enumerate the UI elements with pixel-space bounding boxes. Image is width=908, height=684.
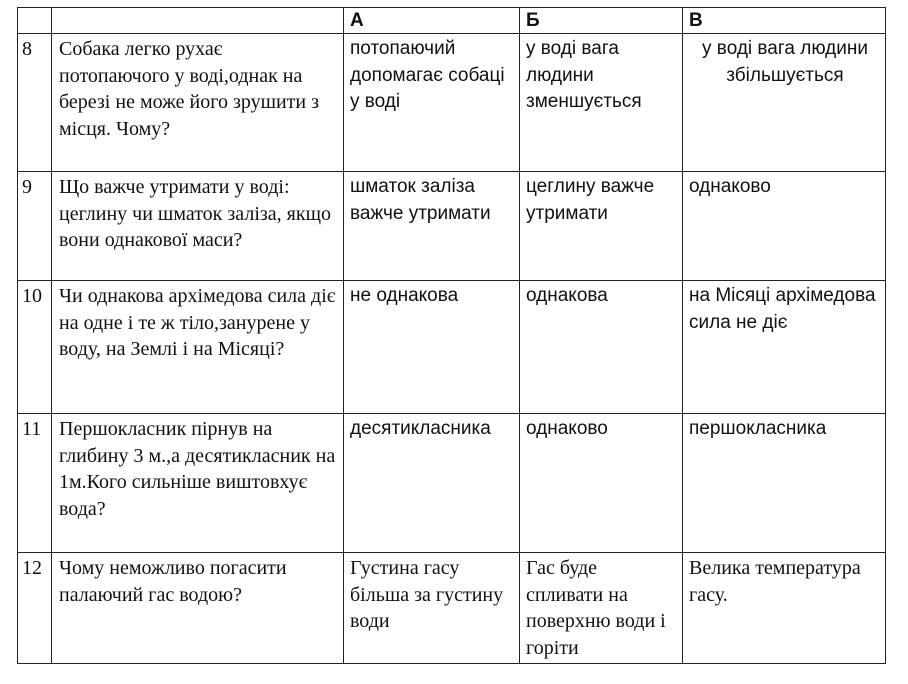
question-text: Першокласник пірнув на глибину 3 м.,а десятикласник на 1м.Кого сильніше виштовхує вода? [52, 414, 344, 553]
answer-a: Густина гасу більша за густину води [344, 553, 520, 664]
header-option-v: В [683, 8, 886, 34]
table-row [18, 553, 886, 664]
header-option-a: А [344, 8, 520, 34]
answer-v: першокласника [683, 414, 886, 553]
answer-v: на Місяці архімедова сила не діє [683, 281, 886, 414]
question-number: 11 [18, 414, 52, 553]
answer-b: однакова [520, 281, 683, 414]
answer-v: однаково [683, 172, 886, 281]
question-number: 12 [18, 553, 52, 664]
answer-a: не однакова [344, 281, 520, 414]
answer-b: Гас буде спливати на поверхню води і горіти [520, 553, 683, 664]
quiz-table [17, 7, 886, 664]
table-header-row [18, 8, 886, 34]
question-text: Чому неможливо погасити палаючий гас водою? [52, 553, 344, 664]
question-number: 8 [18, 34, 52, 172]
table-row [18, 281, 886, 414]
question-number: 9 [18, 172, 52, 281]
question-text: Собака легко рухає потопаючого у воді,однак на березі не може його зрушити з місця. Чому? [52, 34, 344, 172]
answer-b: однаково [520, 414, 683, 553]
header-question [52, 8, 344, 34]
answer-a: шматок заліза важче утримати [344, 172, 520, 281]
table-row [18, 172, 886, 281]
header-num [18, 8, 52, 34]
header-option-b: Б [520, 8, 683, 34]
question-text: Що важче утримати у воді: цеглину чи шматок заліза, якщо вони однакової маси? [52, 172, 344, 281]
question-number: 10 [18, 281, 52, 414]
answer-a: потопаючий допомагає собаці у воді [344, 34, 520, 172]
answer-v: у воді вага людини збільшується [683, 34, 886, 172]
table-row [18, 34, 886, 172]
answer-v: Велика температура гасу. [683, 553, 886, 664]
answer-b: у воді вага людини зменшується [520, 34, 683, 172]
answer-a: десятикласника [344, 414, 520, 553]
answer-b: цеглину важче утримати [520, 172, 683, 281]
question-text: Чи однакова архімедова сила діє на одне і те ж тіло,занурене у воду, на Землі і на Місяці? [52, 281, 344, 414]
table-row [18, 414, 886, 553]
